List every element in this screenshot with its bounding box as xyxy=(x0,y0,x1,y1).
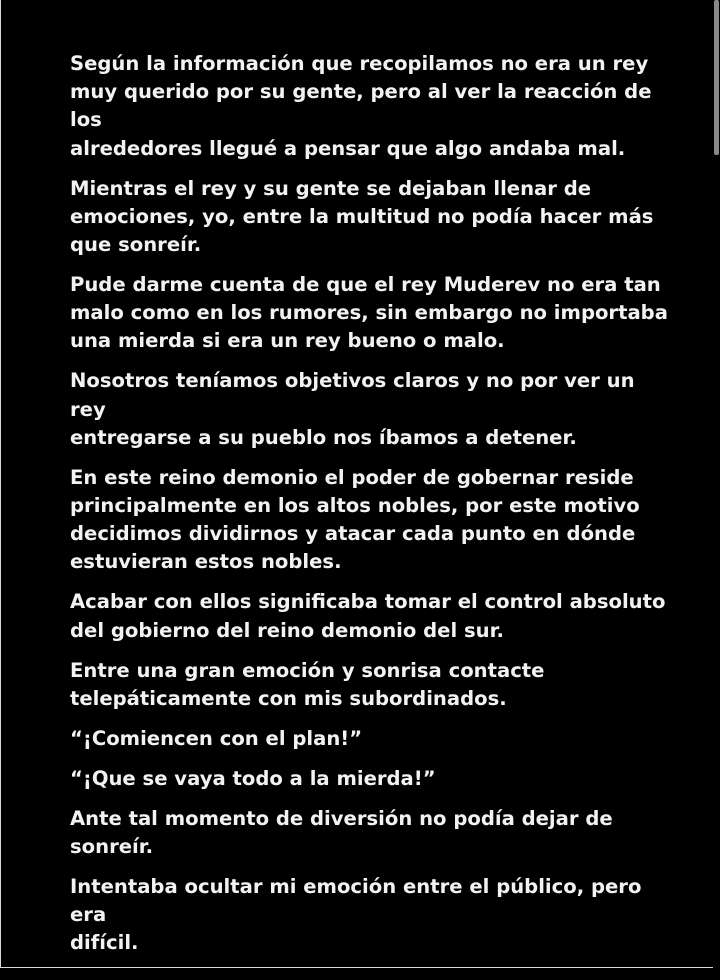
paragraph: Mientras el rey y su gente se dejaban llenar de emociones, yo, entre la multitud no podía hacer más que sonreír. xyxy=(70,176,654,257)
scrollbar-thumb[interactable] xyxy=(714,0,719,155)
paragraph: Ante tal momento de diversión no podía dejar de sonreír. xyxy=(70,806,613,859)
paragraph: Entre una gran emoción y sonrisa contacte telepáticamente con mis subordinados. xyxy=(70,658,545,710)
paragraph: Pude darme cuenta de que el rey Muderev no era tan malo como en los rumores, sin embargo no importaba una mierda si era un rey bueno o malo. xyxy=(70,273,668,353)
paragraph: Acabar con ellos significaba tomar el control absoluto del gobierno del reino demonio del sur. xyxy=(70,590,666,642)
bottom-strip xyxy=(0,968,720,980)
paragraph: Intentaba ocultar mi emoción entre el público, pero era difícil. xyxy=(70,875,642,955)
paragraph: En este reino demonio el poder de gobernar reside principalmente en los altos nobles, por este motivo decidimos dividirnos y atacar cada punto en dónde estuvieran estos nobles. xyxy=(70,465,640,574)
dialogue-line: “¡Que se vaya todo a la mierda!” xyxy=(70,766,436,790)
paragraph: Nosotros teníamos objetivos claros y no por ver un rey entregarse a su pueblo nos íbamos a detener. xyxy=(70,369,635,449)
dialogue-line: “¡Comiencen con el plan!” xyxy=(70,726,363,750)
document-body xyxy=(70,50,670,969)
paragraph: Según la información que recopilamos no era un rey muy querido por su gente, pero al ver la reacción de los alrededores llegué a pensar que algo andaba mal. xyxy=(70,52,652,160)
